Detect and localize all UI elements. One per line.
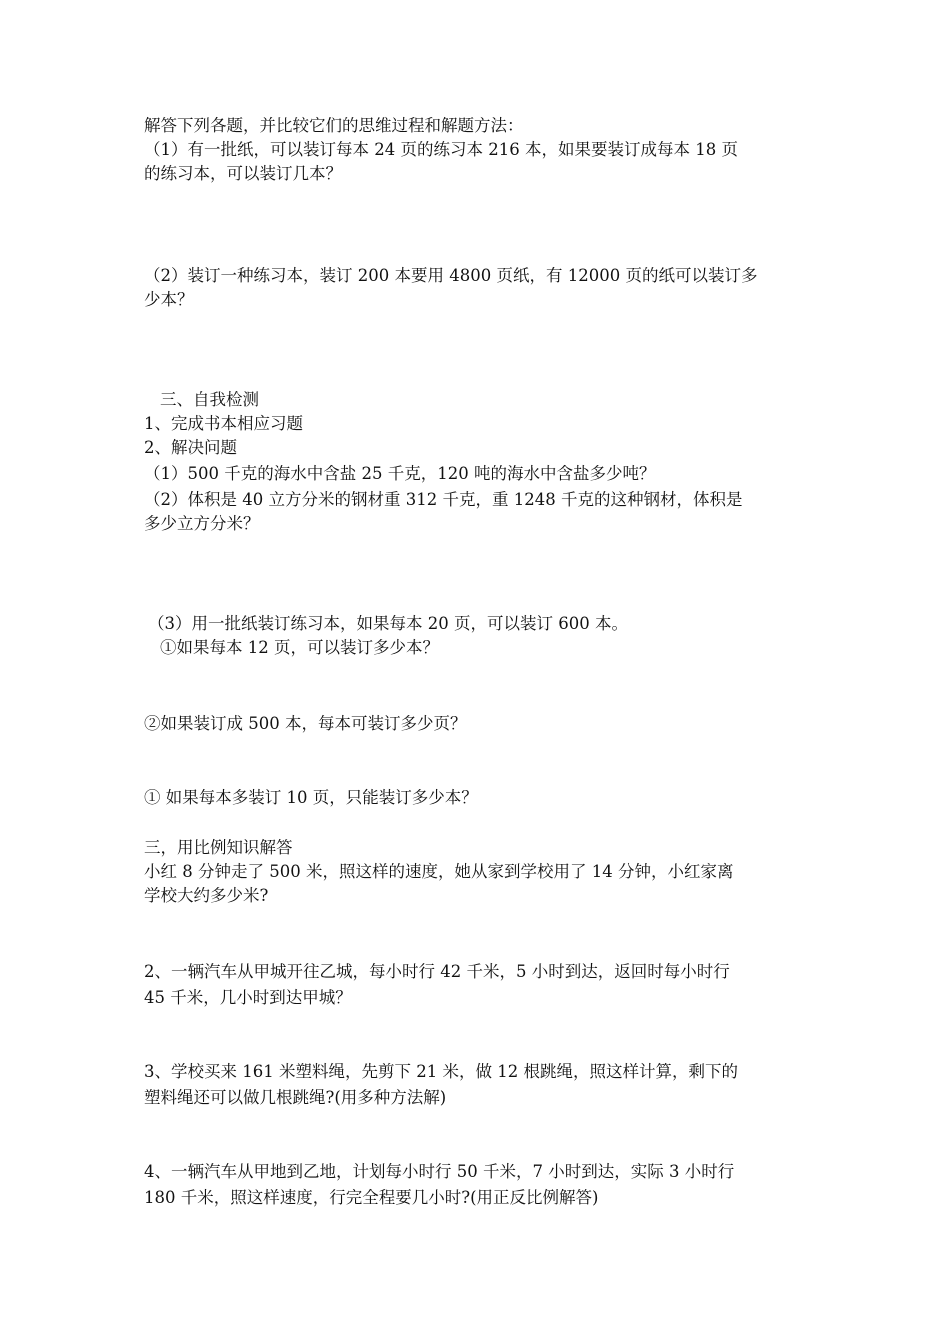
question-2-line-1: （2）装订一种练习本，装订 200 本要用 4800 页纸，有 12000 页的纸可以装订多 — [144, 266, 758, 285]
self-check-item-2: 2、解决问题 — [144, 438, 237, 457]
problem-3-sub-3: ① 如果每本多装订 10 页，只能装订多少本？ — [144, 788, 478, 807]
question-2-line-2: 少本？ — [144, 290, 194, 309]
proportion-problem-4-line-2: 180 千米，照这样速度，行完全程要几小时?(用正反比例解答) — [144, 1188, 599, 1207]
proportion-problem-4-line-1: 4、一辆汽车从甲地到乙地，计划每小时行 50 千米，7 小时到达，实际 3 小时行 — [144, 1162, 735, 1181]
problem-3-sub-1: ①如果每本 12 页，可以装订多少本？ — [160, 638, 439, 657]
question-1-line-2: 的练习本，可以装订几本？ — [144, 164, 342, 183]
proportion-problem-3-line-2: 塑料绳还可以做几根跳绳?(用多种方法解) — [144, 1088, 447, 1107]
intro-instruction: 解答下列各题，并比较它们的思维过程和解题方法： — [144, 116, 524, 135]
question-1-line-1: （1）有一批纸，可以装订每本 24 页的练习本 216 本，如果要装订成每本 18 页 — [144, 140, 738, 159]
proportion-problem-3-line-1: 3、学校买来 161 米塑料绳，先剪下 21 米，做 12 根跳绳，照这样计算，剩下的 — [144, 1062, 738, 1081]
section-self-check-heading: 三、自我检测 — [160, 390, 259, 409]
problem-3: （3）用一批纸装订练习本，如果每本 20 页，可以装订 600 本。 — [148, 614, 628, 633]
problem-1: （1）500 千克的海水中含盐 25 千克，120 吨的海水中含盐多少吨？ — [144, 464, 656, 483]
self-check-item-1: 1、完成书本相应习题 — [144, 414, 303, 433]
section-proportion-heading: 三，用比例知识解答 — [144, 838, 293, 857]
proportion-problem-1-line-2: 学校大约多少米? — [144, 886, 269, 905]
problem-2-line-2: 多少立方分米？ — [144, 514, 260, 533]
proportion-problem-1-line-1: 小红 8 分钟走了 500 米，照这样的速度，她从家到学校用了 14 分钟，小红家离 — [144, 862, 734, 881]
proportion-problem-2-line-2: 45 千米，几小时到达甲城？ — [144, 988, 352, 1007]
proportion-problem-2-line-1: 2、一辆汽车从甲城开往乙城，每小时行 42 千米，5 小时到达，返回时每小时行 — [144, 962, 730, 981]
problem-2-line-1: （2）体积是 40 立方分米的钢材重 312 千克，重 1248 千克的这种钢材，体积是 — [144, 490, 743, 509]
problem-3-sub-2: ②如果装订成 500 本，每本可装订多少页？ — [144, 714, 467, 733]
